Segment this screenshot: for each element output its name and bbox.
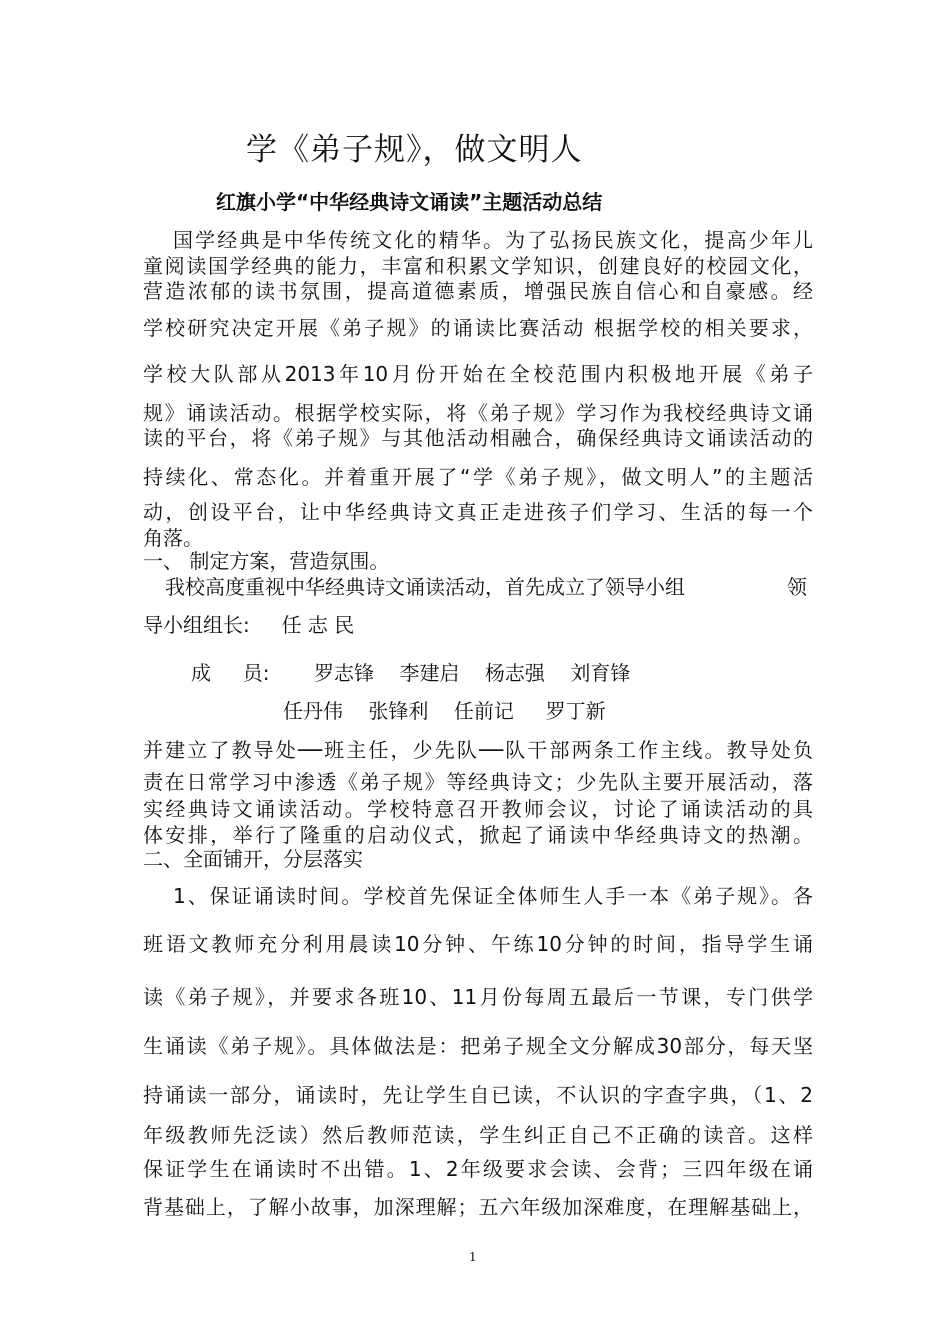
paragraph-line: 童阅读国学经典的能力，丰富和积累文学知识，创建良好的校园文化，: [143, 254, 813, 278]
paragraph-line: 动，创设平台，让中华经典诗文真正走进孩子们学习、生活的每一个: [143, 500, 813, 524]
paragraph-line: 领: [787, 575, 807, 599]
page-number: 1: [469, 1250, 477, 1264]
paragraph-line: 读的平台，将《弟子规》与其他活动相融合，确保经典诗文诵读活动的: [143, 426, 813, 450]
paragraph-line: 班语文教师充分利用晨读10分钟、午练10分钟的时间，指导学生诵: [143, 932, 813, 956]
paragraph-line: 规》诵读活动。根据学校实际，将《弟子规》学习作为我校经典诗文诵: [143, 401, 813, 425]
section-heading: 二、全面铺开，分层落实: [143, 847, 363, 871]
paragraph-line: 体安排，举行了隆重的启动仪式，掀起了诵读中华经典诗文的热潮。: [143, 823, 813, 847]
paragraph-line: 年级教师先泛读）然后教师范读，学生纠正自己不正确的读音。这样: [143, 1123, 813, 1147]
paragraph-line: 背基础上，了解小故事，加深理解；五六年级加深难度，在理解基础上，: [143, 1195, 813, 1219]
paragraph-line: 读《弟子规》，并要求各班10、11月份每周五最后一节课，专门供学: [143, 985, 813, 1009]
paragraph-line: 学校大队部从2013年10月份开始在全校范围内积极地开展《弟子: [143, 362, 813, 386]
paragraph-line: 1、保证诵读时间。学校首先保证全体师生人手一本《弟子规》。各: [173, 884, 813, 908]
paragraph-line: 国学经典是中华传统文化的精华。为了弘扬民族文化，提高少年儿: [173, 228, 813, 252]
paragraph-line: 保证学生在诵读时不出错。1、2年级要求会读、会背；三四年级在诵: [143, 1157, 813, 1181]
paragraph-line: 生诵读《弟子规》。具体做法是：把弟子规全文分解成30部分，每天坚: [143, 1034, 813, 1058]
paragraph-line: 学校研究决定开展《弟子规》的诵读比赛活动 根据学校的相关要求，: [143, 316, 813, 340]
paragraph-line: 持续化、常态化。并着重开展了“学《弟子规》，做文明人”的主题活: [143, 465, 813, 489]
paragraph-line: 角落。: [143, 526, 203, 550]
section-heading: 一、 制定方案，营造氛围。: [143, 549, 390, 573]
paragraph-line: 我校高度重视中华经典诗文诵读活动，首先成立了领导小组: [165, 575, 685, 599]
paragraph-line: 实经典诗文诵读活动。学校特意召开教师会议，讨论了诵读活动的具: [143, 797, 813, 821]
paragraph-line: 责在日常学习中渗透《弟子规》等经典诗文；少先队主要开展活动，落: [143, 770, 813, 794]
leader-line: 导小组组长: 任 志 民: [143, 613, 355, 637]
members-line: 成 员: 罗志锋 李建启 杨志强 刘育锋: [191, 661, 631, 685]
members-line: 任丹伟 张锋利 任前记 罗丁新: [283, 699, 606, 723]
document-title: 学《弟子规》，做文明人: [246, 132, 583, 168]
paragraph-line: 持诵读一部分，诵读时，先让学生自已读，不认识的字查字典，（1、2: [143, 1083, 813, 1107]
paragraph-line: 营造浓郁的读书氛围，提高道德素质，增强民族自信心和自豪感。经: [143, 279, 813, 303]
document-subtitle: 红旗小学“中华经典诗文诵读”主题活动总结: [216, 190, 603, 214]
paragraph-line: 并建立了教导处──班主任，少先队──队干部两条工作主线。教导处负: [143, 738, 813, 762]
